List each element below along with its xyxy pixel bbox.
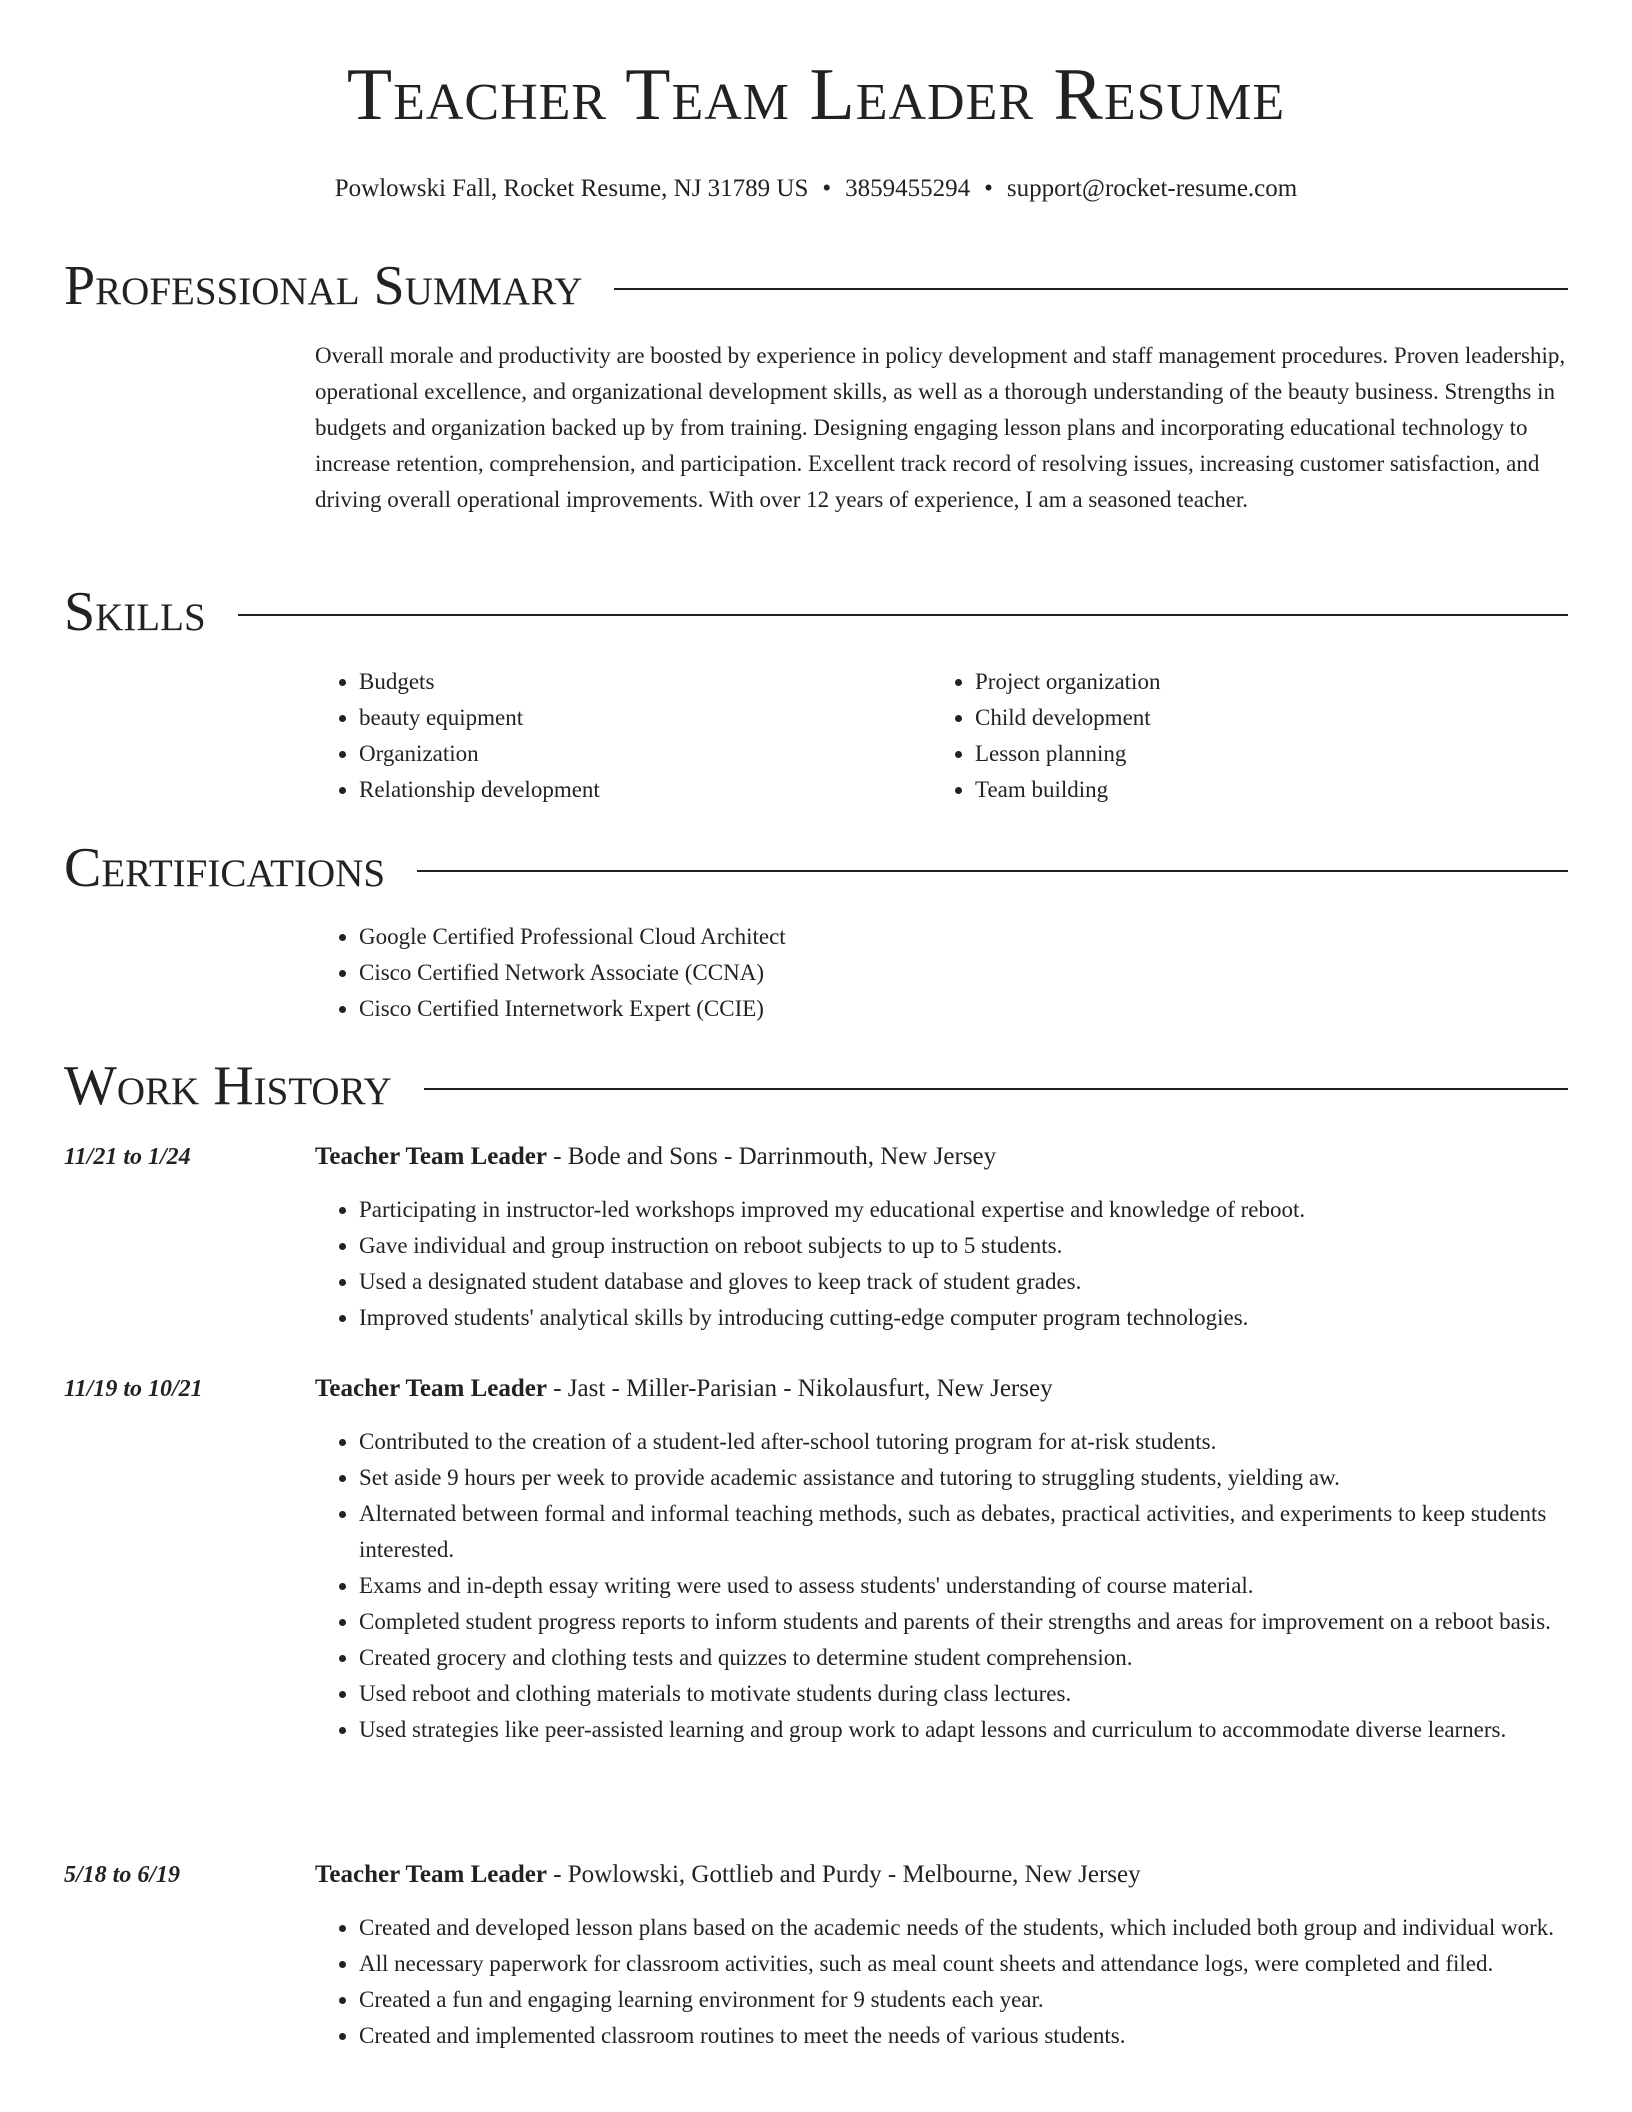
certifications-heading: Certifications [64, 837, 386, 899]
section-divider [238, 614, 1568, 616]
contact-separator: • [984, 175, 993, 202]
job-bullet: • Used strategies like peer-assisted learning and group work to adapt lessons and curriculum to accommodate diverse learners. [359, 1712, 1568, 1748]
certifications-section-header [64, 837, 1568, 899]
skill-item: • beauty equipment [359, 700, 915, 736]
job-bullet: • Gave individual and group instruction on reboot subjects to up to 5 students. [359, 1228, 1568, 1264]
job-dates: 11/19 to 10/21 [64, 1376, 203, 1402]
summary-text: Overall morale and productivity are boosted by experience in policy development and staff management procedures. Proven leadership, operational excellence, and organizational development skills, as well as a thorough understanding of the beauty business. Strengths in budgets and organization backed up by from training. Designing engaging lesson plans and incorporating educational technology to increase retention, comprehension, and participation. Excellent track record of resolving issues, increasing customer satisfaction, and driving overall operational improvements. With over 12 years of experience, I am a seasoned teacher. [315, 343, 1566, 512]
skill-item: • Team building [975, 772, 1531, 808]
job-bullet: • Used a designated student database and gloves to keep track of student grades. [359, 1264, 1568, 1300]
job-bullet: • Set aside 9 hours per week to provide academic assistance and tutoring to struggling students, yielding aw. [359, 1460, 1568, 1496]
job-dates: 11/21 to 1/24 [64, 1144, 191, 1170]
job-bullet: • Created grocery and clothing tests and quizzes to determine student comprehension. [359, 1640, 1568, 1676]
job-header [315, 1857, 1568, 1893]
skill-item: • Organization [359, 736, 915, 772]
certification-item: • Cisco Certified Internetwork Expert (CCIE) [359, 991, 1568, 1027]
certifications-list [315, 919, 1568, 1027]
job-role: Teacher Team Leader [315, 1375, 547, 1402]
job-bullet: • Used reboot and clothing materials to motivate students during class lectures. [359, 1676, 1568, 1712]
section-divider [417, 870, 1568, 872]
job-bullet: • Created and implemented classroom routines to meet the needs of various students. [359, 2018, 1568, 2054]
job-bullets [315, 1192, 1568, 1336]
job-bullet: • Created and developed lesson plans based on the academic needs of the students, which included both group and individual work. [359, 1910, 1568, 1946]
job-bullet: • Exams and in-depth essay writing were used to assess students' understanding of course material. [359, 1568, 1568, 1604]
job-bullet: • Completed student progress reports to inform students and parents of their strengths and areas for improvement on a reboot basis. [359, 1604, 1568, 1640]
skill-item: • Lesson planning [975, 736, 1531, 772]
work-history-section-header [64, 1055, 1568, 1117]
skill-item: • Relationship development [359, 772, 915, 808]
job-employer: - Jast - Miller-Parisian - Nikolausfurt, New Jersey [546, 1375, 1053, 1402]
summary-heading: Professional Summary [64, 255, 583, 317]
contact-line [64, 174, 1568, 204]
contact-separator: • [822, 175, 832, 202]
job-bullet: • Participating in instructor-led workshops improved my educational expertise and knowledge of reboot. [359, 1192, 1568, 1228]
section-divider [614, 288, 1568, 290]
summary-section-header [64, 255, 1568, 317]
job-bullet: • Improved students' analytical skills by introducing cutting-edge computer program technologies. [359, 1300, 1568, 1336]
job-dates: 5/18 to 6/19 [64, 1862, 181, 1888]
job-bullet: • Created a fun and engaging learning environment for 9 students each year. [359, 1982, 1568, 2018]
skills-column-right [931, 664, 1531, 808]
skills-column-left [315, 664, 915, 808]
job-header [315, 1139, 1568, 1175]
contact-address: Powlowski Fall, Rocket Resume, NJ 31789 US [334, 175, 809, 202]
section-divider [424, 1088, 1568, 1090]
job-employer: - Bode and Sons - Darrinmouth, New Jersey [546, 1143, 997, 1170]
job-bullet: • All necessary paperwork for classroom activities, such as meal count sheets and attendance logs, were completed and filed. [359, 1946, 1568, 1982]
contact-phone[interactable]: 3859455294 [845, 175, 971, 202]
resume-title: Teacher Team Leader Resume [346, 54, 1286, 136]
job-header [315, 1371, 1568, 1407]
work-history-heading: Work History [64, 1055, 392, 1117]
skills-heading: Skills [64, 581, 206, 643]
job-bullets [315, 1910, 1568, 2054]
job-role: Teacher Team Leader [315, 1143, 547, 1170]
skill-item: • Budgets [359, 664, 915, 700]
skill-item: • Project organization [975, 664, 1531, 700]
job-employer: - Powlowski, Gottlieb and Purdy - Melbourne, New Jersey [546, 1861, 1141, 1888]
job-bullet: • Alternated between formal and informal teaching methods, such as debates, practical activities, and experiments to keep students interested. [359, 1496, 1568, 1568]
job-bullet: • Contributed to the creation of a student-led after-school tutoring program for at-risk students. [359, 1424, 1568, 1460]
skills-section-header [64, 581, 1568, 643]
certification-item: • Google Certified Professional Cloud Architect [359, 919, 1568, 955]
contact-email[interactable]: support@rocket-resume.com [1006, 175, 1298, 202]
job-role: Teacher Team Leader [315, 1861, 547, 1888]
skill-item: • Child development [975, 700, 1531, 736]
certification-item: • Cisco Certified Network Associate (CCNA) [359, 955, 1568, 991]
job-bullets [315, 1424, 1568, 1748]
